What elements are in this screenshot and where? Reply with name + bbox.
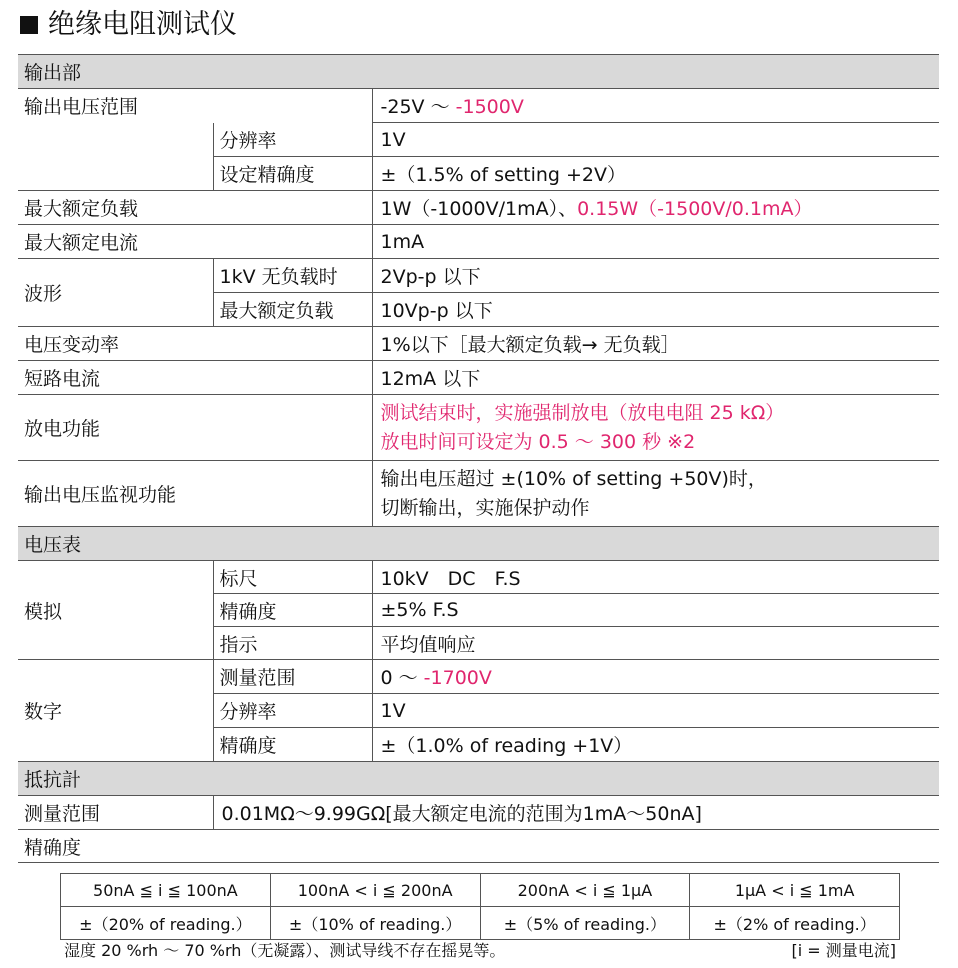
row-value: 10Vp-p 以下: [372, 293, 939, 327]
row-label: 放电功能: [18, 395, 372, 461]
row-value: ±5% F.S: [372, 594, 939, 627]
accuracy-value: ±（10% of reading.）: [270, 907, 480, 940]
footnote-legend: [i = 测量电流]: [791, 941, 896, 960]
row-value: 1W（-1000V/1mA）、0.15W（-1500V/0.1mA）: [372, 191, 939, 225]
accuracy-value-row: [61, 907, 900, 940]
section-row-voltmeter: [18, 527, 939, 561]
row-label: 电压变动率: [18, 327, 372, 361]
row-label: 最大额定电流: [18, 225, 372, 259]
row-label: 数字: [18, 660, 213, 762]
row-sublabel: 测量范围: [213, 660, 372, 694]
table-row: [18, 225, 939, 259]
row-sublabel: 设定精确度: [213, 157, 372, 191]
accuracy-value: ±（20% of reading.）: [61, 907, 271, 940]
row-value: 1mA: [372, 225, 939, 259]
discharge-line-1: 测试结束时，实施强制放电（放电电阻 25 kΩ）: [380, 401, 785, 424]
table-row: [18, 89, 939, 123]
row-value: 1V: [372, 694, 939, 728]
row-value: 2Vp-p 以下: [372, 259, 939, 293]
accuracy-header-row: [61, 874, 900, 907]
section-resistance: 抵抗計: [18, 762, 939, 796]
table-row: [18, 796, 939, 830]
table-row: [18, 830, 939, 863]
row-label: 最大额定负载: [18, 191, 372, 225]
row-value: 0 〜 -1700V: [372, 660, 939, 694]
monitor-line-1: 输出电压超过 ±(10% of setting +50V)时，: [380, 467, 767, 490]
table-row: [18, 123, 939, 157]
accuracy-table: [60, 873, 900, 940]
accuracy-header: 50nA ≦ i ≦ 100nA: [61, 874, 271, 907]
row-sublabel: 精确度: [213, 594, 372, 627]
row-value: 1V: [372, 123, 939, 157]
row-value: [372, 395, 939, 461]
row-label: 模拟: [18, 561, 213, 660]
table-row: [18, 361, 939, 395]
row-sublabel: 1kV 无负载时: [213, 259, 372, 293]
accuracy-header: 200nA < i ≦ 1μA: [480, 874, 690, 907]
row-value: [372, 461, 939, 527]
row-label: 测量范围: [18, 796, 213, 830]
footnote: 湿度 20 %rh 〜 70 %rh（无凝露）、测试导线不存在摇晃等。: [64, 941, 506, 960]
row-value: ±（1.5% of setting +2V）: [372, 157, 939, 191]
accuracy-value: ±（2% of reading.）: [690, 907, 900, 940]
table-row: [18, 461, 939, 527]
row-value: 12mA 以下: [372, 361, 939, 395]
accuracy-header: 100nA < i ≦ 200nA: [270, 874, 480, 907]
accuracy-value: ±（5% of reading.）: [480, 907, 690, 940]
table-row: [18, 259, 939, 293]
page-title: 绝缘电阻测试仪: [20, 6, 237, 44]
section-row-output: [18, 55, 939, 89]
row-sublabel: 精确度: [213, 728, 372, 762]
row-label: 输出电压范围: [24, 96, 139, 119]
table-row: [18, 561, 939, 594]
discharge-line-2: 放电时间可设定为 0.5 〜 300 秒 ※2: [380, 430, 696, 453]
section-row-resistance: [18, 762, 939, 796]
row-label-blank: [18, 123, 213, 191]
row-value: 平均值响应: [372, 627, 939, 660]
row-sublabel: 最大额定负载: [213, 293, 372, 327]
square-bullet-icon: [20, 16, 38, 34]
row-label: 波形: [18, 259, 213, 327]
section-voltmeter: 电压表: [18, 527, 939, 561]
row-sublabel: 指示: [213, 627, 372, 660]
monitor-line-2: 切断输出，实施保护动作: [380, 496, 590, 519]
table-row: [18, 395, 939, 461]
section-output: 输出部: [18, 55, 939, 89]
table-row: [18, 660, 939, 694]
row-value: -25V 〜 -1500V: [372, 89, 939, 123]
spec-table: [18, 54, 939, 863]
row-label: 精确度: [18, 830, 939, 863]
row-label: 短路电流: [18, 361, 372, 395]
row-sublabel: 分辨率: [213, 123, 372, 157]
table-row: [18, 191, 939, 225]
row-value: 10kV DC F.S: [372, 561, 939, 594]
row-value: 1%以下［最大额定负载→ 无负载］: [372, 327, 939, 361]
row-label: 输出电压监视功能: [18, 461, 372, 527]
table-row: [18, 327, 939, 361]
row-sublabel: 分辨率: [213, 694, 372, 728]
row-sublabel: 标尺: [213, 561, 372, 594]
accuracy-header: 1μA < i ≦ 1mA: [690, 874, 900, 907]
row-value: 0.01MΩ〜9.99GΩ[最大额定电流的范围为1mA〜50nA]: [213, 796, 939, 830]
row-value: ±（1.0% of reading +1V）: [372, 728, 939, 762]
